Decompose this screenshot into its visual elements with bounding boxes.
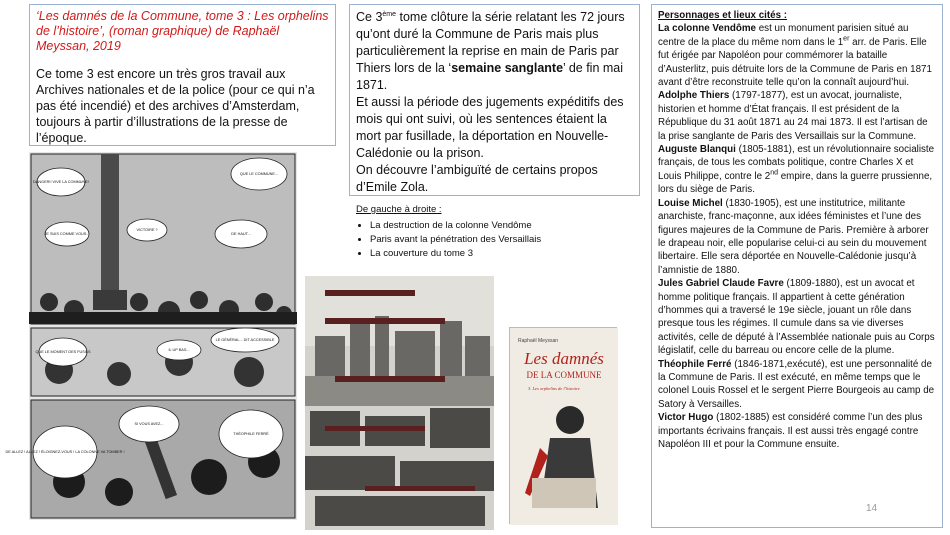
bubble-text: SI VOUS AVEZ... — [134, 422, 164, 426]
cover-subtitle: 3. Les orphelins de l’histoire — [528, 386, 580, 391]
bubble-text: VICTOIRE ? — [136, 228, 158, 232]
summary-paragraph-1: Ce 3ème tome clôture la série relatant les 72 jours qu’ont duré la Commune de Paris mais plus particulièrement la reprise en main de Paris par Thiers lors de la ‘semaine sanglante’ de fin mai 1871. — [356, 10, 625, 92]
summary-box — [349, 4, 640, 196]
bubble-text: THÉOPHILE FERRÉ — [233, 432, 269, 436]
cover-title: Les damnés — [524, 349, 604, 368]
book-title: ‘Les damnés de la Commune, tome 3 : Les orphelins de l’histoire’, (roman graphique) de Raphaël Meyssan, 2019 — [36, 9, 329, 53]
bubble-text: IL UP BAS... — [168, 348, 190, 352]
characters-heading: Personnages et lieux cités : — [658, 10, 788, 21]
characters-box — [651, 4, 943, 528]
comic-page-image — [5, 152, 297, 520]
bubble-text: DANGER!! VIVE LA COMMUNE! — [33, 180, 89, 184]
bubble-text: DE HAUT... — [231, 232, 251, 236]
entry-adolphe-thiers: Adolphe Thiers (1797-1877), est un avocat, journaliste, historien et homme d’État français. Il est président de la République du 31 août 1871 au 24 mai 1873. Il est l’artisan de la prise sanglante de Paris des Versaillais sur la Commune. — [658, 90, 928, 142]
paris-drawing — [305, 276, 494, 530]
caption-heading: De gauche à droite : — [356, 204, 442, 215]
bubble-text: LE GÉNÉRAL... DIT ACCESSIBLE — [215, 338, 275, 342]
summary-paragraph-2: Et aussi la période des jugements expéditifs des mois qui ont suivi, où les sentences étaient la mort par fusillade, la déportation en Nouvelle-Calédonie ou la prison. — [356, 95, 624, 160]
entry-theophile-ferre: Théophile Ferré (1846-1871,exécuté), est une personnalité de la Commune de Paris. Il est exécuté, en même temps que le colonel Louis Rossel et le sergent Pierre Bourgeois au camp de Satory à Versailles. — [658, 358, 935, 410]
entry-auguste-blanqui: Auguste Blanqui (1805-1881), est un révolutionnaire socialiste français, de tous les combats politique, contre Charles X et Louis Philippe, contre le 2nd empire, dans la guerre prussienne, lors du siège de Paris. — [658, 144, 935, 196]
caption-item: • Paris avant la pénétration des Versaillais — [370, 233, 636, 247]
page-number: 14 — [866, 503, 878, 514]
caption-item: • La couverture du tome 3 — [370, 247, 636, 261]
cover-author: Raphaël Meyssan — [518, 338, 559, 344]
bubble-text: QUE LE COMMUNE... — [239, 172, 279, 176]
bubble-text: QUE LE MOMENT DES FUSILS — [35, 350, 91, 354]
caption-list — [356, 219, 636, 261]
entry-victor-hugo: Victor Hugo (1802-1885) est considéré comme l’un des plus importants écrivains français. Il est aussi très engagé contre Napoléon III et pour la Commune ensuite. — [658, 412, 923, 450]
entry-jules-favre: Jules Gabriel Claude Favre (1809-1880), est un avocat et homme politique français. Il appartient à cette génération d’hommes qui a traversé le 19e siècle, jouant un rôle dans presque tous les régimes. Il cumule dans sa vie diverses activités, celle de député à l’Assemblée nationale puis au Corps législatif, celle du barreau ou encore celle de la plume. — [658, 278, 935, 357]
bubble-text: DE ALLEZ ! ALLEZ ! ÉLOIGNEZ-VOUS ! LA COLONNE VA TOMBER ! — [5, 450, 125, 454]
paris-engraving-image — [305, 276, 494, 530]
bubble-text: JE SUIS COMME VOUS... — [44, 232, 90, 236]
book-intro-box — [29, 4, 336, 146]
image-caption — [356, 203, 636, 261]
intro-text: Ce tome 3 est encore un très gros travail aux Archives nationales et de la police (pour ce qui n’a pas été incendié) et des archives d’Amsterdam, toujours à partir d’illustrations de la presse de l’époque. — [36, 67, 315, 145]
cover-title-sub: DE LA COMMUNE — [526, 370, 602, 380]
cover-drawing — [510, 328, 618, 525]
entry-louise-michel: Louise Michel (1830-1905), est une institutrice, militante anarchiste, franc-maçonne, aux idées féministes et l’une des figures majeures de la Commune de Paris. Première à arborer le drapeau noir, elle popularise celui-ci au sein du mouvement libertaire. Elle sera déportée en Nouvelle-Calédonie jusqu’à l’amnistie de 1880. — [658, 197, 929, 276]
comic-drawing — [5, 152, 297, 520]
book-cover-image — [509, 327, 617, 524]
summary-paragraph-3: On découvre l’ambiguïté de certains propos d’Emile Zola. — [356, 163, 598, 194]
caption-item: • La destruction de la colonne Vendôme — [370, 219, 636, 233]
entry-colonne-vendome: La colonne Vendôme est un monument parisien situé au centre de la place du même nom dans le 1er arr. de Paris. Elle fut érigée par Napoléon pour commémorer la bataille d’Austerlitz, puis détruite lors de la Commune de Paris en 1871 avant d’être reconstruite telle qu’on la connaît aujourd’hui. — [658, 23, 932, 89]
